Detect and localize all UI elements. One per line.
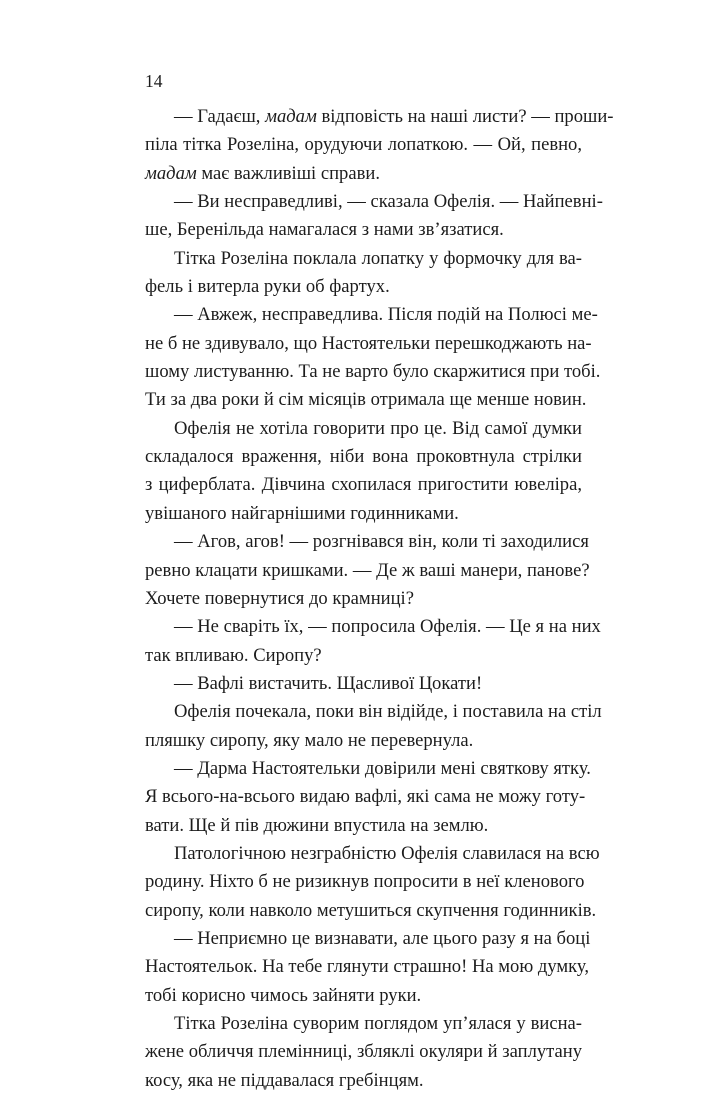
text-segment: косу, яка не піддавалася гребінцям. xyxy=(145,1069,424,1091)
text-segment: увішаного найгарнішими годинниками. xyxy=(145,502,459,524)
text-segment: фель і витерла руки об фартух. xyxy=(145,276,390,298)
text-line xyxy=(145,982,582,1010)
text-segment: — Авжеж, несправедлива. Після подій на Полюсі ме- xyxy=(174,304,598,326)
text-segment: Хочете повернутися до крамниці? xyxy=(145,587,414,609)
italic-word: мадам xyxy=(265,106,317,127)
text-line xyxy=(145,698,602,726)
text-segment: Офелія не хотіла говорити про це. Від самої думки xyxy=(174,417,582,439)
text-segment: — Неприємно це визнавати, але цього разу я на боці xyxy=(174,927,591,949)
body-text xyxy=(145,103,614,1095)
text-line xyxy=(145,613,601,641)
text-line xyxy=(145,840,600,868)
text-segment: пляшку сиропу, яку мало не перевернула. xyxy=(145,729,474,751)
text-line xyxy=(145,415,582,443)
text-segment: Я всього-на-всього видаю вафлі, які сама не можу готу- xyxy=(145,786,586,808)
text-segment: складалося враження, ніби вона проковтнула стрілки xyxy=(145,446,582,468)
text-segment: сиропу, коли навколо метушиться скупчення годинників. xyxy=(145,899,597,921)
text-line xyxy=(145,783,586,811)
text-segment: — Вафлі вистачить. Щасливої Цокати! xyxy=(174,672,483,694)
text-segment: Патологічною незграбністю Офелія славилася на всю xyxy=(174,842,600,864)
text-segment: відповість на наші листи? — проши- xyxy=(316,106,614,127)
text-line xyxy=(145,245,582,273)
text-line xyxy=(145,103,614,131)
text-line xyxy=(145,131,582,159)
text-segment: тобі корисно чимось зайняти руки. xyxy=(145,984,422,1006)
text-segment: — Ви несправедливі, — сказала Офелія. — Найпевні- xyxy=(174,191,603,213)
text-line xyxy=(145,188,603,216)
italic-word: мадам xyxy=(145,162,197,184)
text-line xyxy=(145,868,585,896)
text-line xyxy=(145,897,597,925)
text-line xyxy=(145,471,582,499)
text-line xyxy=(145,216,582,244)
text-segment: жене обличчя племінниці, збляклі окуляри й заплутану xyxy=(145,1041,582,1063)
text-segment: Настоятельок. На тебе глянути страшно! На мою думку, xyxy=(145,956,590,978)
text-line xyxy=(145,585,582,613)
text-line xyxy=(145,1038,582,1066)
text-line xyxy=(145,528,589,556)
text-line xyxy=(145,642,582,670)
text-line xyxy=(145,1010,582,1038)
text-line xyxy=(145,443,582,471)
text-line xyxy=(145,1067,582,1095)
text-line xyxy=(145,500,582,528)
text-line xyxy=(145,386,587,414)
text-segment: з циферблата. Дівчина схопилася пригостити ювеліра, xyxy=(145,474,582,496)
text-segment: вати. Ще й пів дюжини впустила на землю. xyxy=(145,814,489,836)
text-segment: шому листуванню. Та не варто було скаржитися при тобі. xyxy=(145,361,601,383)
text-segment: не б не здивувало, що Настоятельки перешкоджають на- xyxy=(145,332,592,354)
text-line xyxy=(145,925,591,953)
text-segment: ревно клацати кришками. — Де ж ваші манери, панове? xyxy=(145,559,590,581)
text-line xyxy=(145,160,582,188)
text-line xyxy=(145,273,582,301)
text-segment: ше, Беренільда намагалася з нами зв’язатися. xyxy=(145,219,504,241)
text-line xyxy=(145,358,601,386)
text-line xyxy=(145,755,591,783)
text-segment: — Гадаєш, xyxy=(174,106,266,127)
page-number: 14 xyxy=(145,71,163,91)
text-segment: Офелія почекала, поки він відійде, і поставила на стіл xyxy=(174,701,602,723)
text-segment: Тітка Розеліна суворим поглядом уп’ялася у висна- xyxy=(174,1013,582,1034)
text-segment: родину. Ніхто б не ризикнув попросити в неї кленового xyxy=(145,871,585,893)
text-segment: Тітка Розеліна поклала лопатку у формочку для ва- xyxy=(174,247,582,269)
text-line xyxy=(145,812,582,840)
text-line xyxy=(145,557,590,585)
text-segment: — Дарма Настоятельки довірили мені святкову ятку. xyxy=(174,757,591,779)
text-segment: піла тітка Розеліна, орудуючи лопаткою. — Ой, певно, xyxy=(145,134,582,156)
text-line xyxy=(145,670,582,698)
text-segment: Ти за два роки й сім місяців отримала ще менше новин. xyxy=(145,389,587,411)
text-segment: — Агов, агов! — розгнівався він, коли ті заходилися xyxy=(174,531,589,553)
text-segment: — Не сваріть їх, — попросила Офелія. — Це я на них xyxy=(174,616,601,638)
text-segment: має важливіші справи. xyxy=(196,162,380,184)
text-line xyxy=(145,953,590,981)
text-line xyxy=(145,330,592,358)
text-segment: так впливаю. Сиропу? xyxy=(145,644,322,666)
text-line xyxy=(145,727,582,755)
text-line xyxy=(145,301,598,329)
